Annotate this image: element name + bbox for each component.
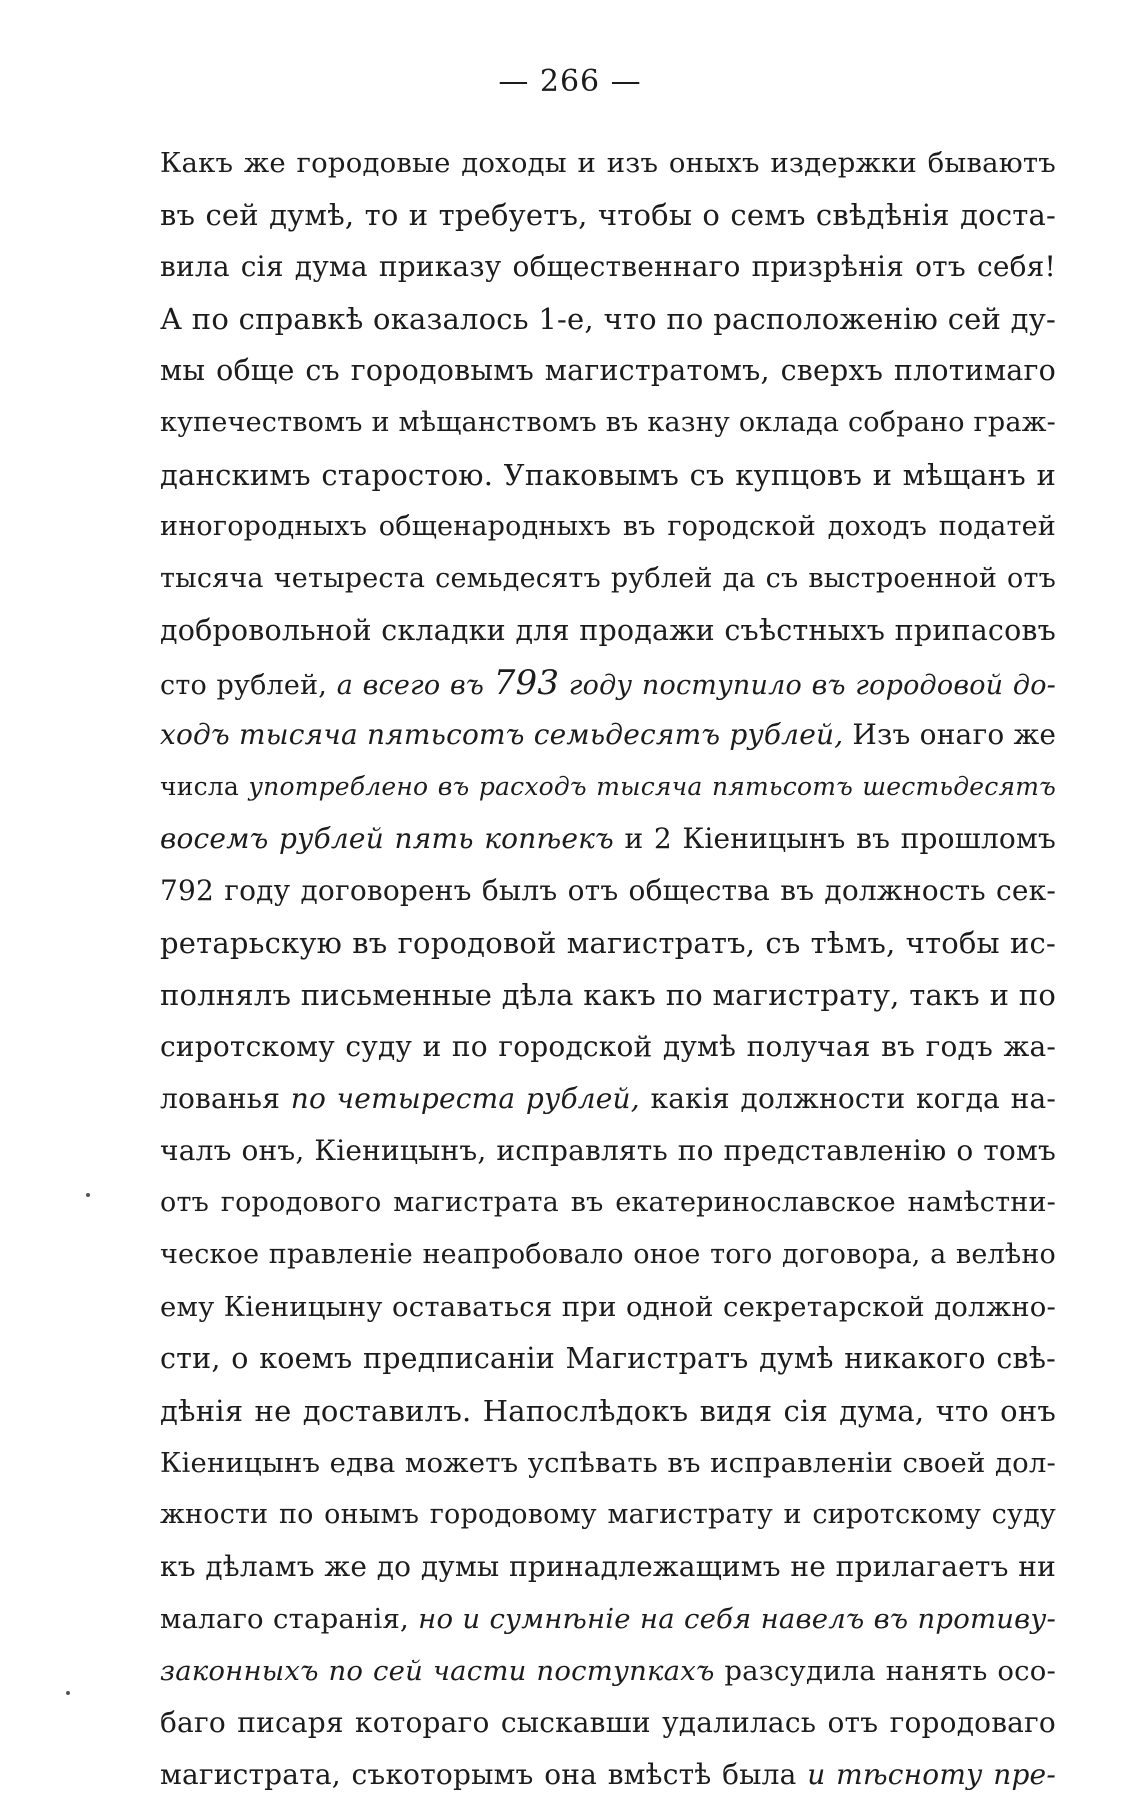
text-line — [160, 1125, 1056, 1177]
text-run: отъ городового магистрата въ екатеринославское намѣстни- — [160, 1187, 1056, 1218]
text-run: числа — [160, 772, 249, 801]
text-line — [160, 137, 1056, 189]
text-run: въ сей думѣ, то и требуетъ, чтобы о семъ свѣдѣнія доста- — [160, 198, 1056, 232]
text-run: мы обще съ городовымъ магистратомъ, сверхъ плотимаго — [160, 354, 1056, 387]
page-number: — 266 — — [498, 64, 642, 99]
italic-year: 793 — [493, 663, 560, 703]
text-line — [160, 1281, 1056, 1333]
text-run: и 2 Кіеницынъ въ прошломъ — [613, 822, 1056, 855]
text-line — [160, 969, 1056, 1021]
scan-speck — [66, 1691, 70, 1695]
text-run: добровольной складки для продажи съѣстныхъ припасовъ — [160, 614, 1056, 647]
text-line — [160, 1073, 1056, 1125]
text-run: Кіеницынъ едва можетъ успѣвать въ исправленіи своей дол- — [160, 1447, 1056, 1479]
text-line — [160, 189, 1056, 241]
italic-run: законныхъ по сей части поступкахъ — [160, 1655, 715, 1687]
scan-speck — [86, 1193, 90, 1197]
text-line — [160, 1177, 1056, 1229]
text-run: сти, о коемъ предписаніи Магистратъ думѣ никакого свѣ- — [160, 1342, 1056, 1375]
text-line — [160, 397, 1056, 449]
text-run: лованья — [160, 1082, 291, 1115]
text-run: тысяча четыреста семьдесятъ рублей да съ выстроенной отъ — [160, 563, 1056, 594]
text-line — [160, 709, 1056, 761]
body-text — [160, 137, 1056, 1801]
text-line — [160, 553, 1056, 605]
text-run: купечествомъ и мѣщанствомъ въ казну оклада собрано граж- — [160, 407, 1056, 438]
italic-run: восемъ рублей пять копѣекъ — [160, 822, 614, 855]
text-run: Изъ онаго же — [843, 718, 1057, 751]
text-run: сто рублей, — [160, 670, 337, 701]
text-line — [160, 1541, 1056, 1593]
text-run: магистрата, съкоторымъ она вмѣстѣ была — [160, 1758, 808, 1791]
text-line — [160, 1645, 1056, 1697]
text-line — [160, 1593, 1056, 1645]
text-run: какія должности когда на- — [639, 1082, 1056, 1115]
text-run: иногородныхъ общенародныхъ въ городской доходъ податей — [160, 511, 1056, 542]
text-run: дѣнія не доставилъ. Напослѣдокъ видя сія дума, что онъ — [160, 1394, 1056, 1428]
text-line — [160, 761, 1056, 813]
text-line — [160, 449, 1056, 501]
text-run: сиротскому суду и по городской думѣ получая въ годъ жа- — [160, 1030, 1056, 1063]
text-run: ретарьскую въ городовой магистратъ, съ тѣмъ, чтобы ис- — [160, 926, 1056, 960]
text-run: 792 году договоренъ былъ отъ общества въ должность сек- — [160, 874, 1056, 907]
text-line — [160, 1437, 1056, 1489]
text-run: къ дѣламъ же до думы принадлежащимъ не прилагаетъ ни — [160, 1550, 1056, 1583]
text-line — [160, 657, 1056, 709]
text-run: ческое правленіе неапробовало оное того договора, а велѣно — [160, 1239, 1056, 1270]
text-line — [160, 1749, 1056, 1801]
text-run: вила сія дума приказу общественнаго призрѣнія отъ себя! — [160, 250, 1056, 283]
text-run: полнялъ письменные дѣла какъ по магистрату, такъ и по — [160, 978, 1056, 1012]
text-line — [160, 241, 1056, 293]
italic-run: употреблено въ расходъ тысяча пятьсотъ шестьдесятъ — [248, 772, 1056, 801]
text-run: данскимъ старостою. Упаковымъ съ купцовъ и мѣщанъ и — [160, 458, 1056, 492]
italic-run: а всего въ — [336, 670, 494, 701]
text-run: баго писаря котораго сыскавши удалилась отъ городоваго — [160, 1706, 1056, 1739]
text-line — [160, 1385, 1056, 1437]
text-run: Какъ же городовые доходы и изъ оныхъ издержки бываютъ — [160, 147, 1056, 179]
text-run: чалъ онъ, Кіеницынъ, исправлять по представленію о томъ — [160, 1134, 1056, 1167]
text-run: малаго старанія, — [160, 1603, 419, 1635]
text-line — [160, 501, 1056, 553]
italic-run: по четыреста рублей, — [290, 1082, 640, 1115]
text-line — [160, 865, 1056, 917]
text-line — [160, 1229, 1056, 1281]
italic-run: ходъ тысяча пятьсотъ семьдесятъ рублей, — [160, 718, 844, 751]
text-run: жности по онымъ городовому магистрату и сиротскому суду — [160, 1499, 1056, 1530]
text-line — [160, 345, 1056, 397]
text-line — [160, 605, 1056, 657]
text-line — [160, 1333, 1056, 1385]
text-run: разсудила нанять осо- — [714, 1655, 1056, 1687]
italic-run: но и сумнѣніе на себя навелъ въ противу- — [418, 1603, 1056, 1635]
text-line — [160, 917, 1056, 969]
italic-run: году поступило въ городовой до- — [559, 670, 1056, 701]
text-run: А по справкѣ оказалось 1-е, что по расположенію сей ду- — [160, 302, 1056, 336]
italic-run: и тѣсноту пре- — [807, 1758, 1056, 1791]
text-run: ему Кіеницыну оставаться при одной секретарской должно- — [160, 1291, 1056, 1323]
text-line — [160, 1489, 1056, 1541]
text-line — [160, 293, 1056, 345]
text-line — [160, 1697, 1056, 1749]
text-line — [160, 813, 1056, 865]
text-line — [160, 1021, 1056, 1073]
